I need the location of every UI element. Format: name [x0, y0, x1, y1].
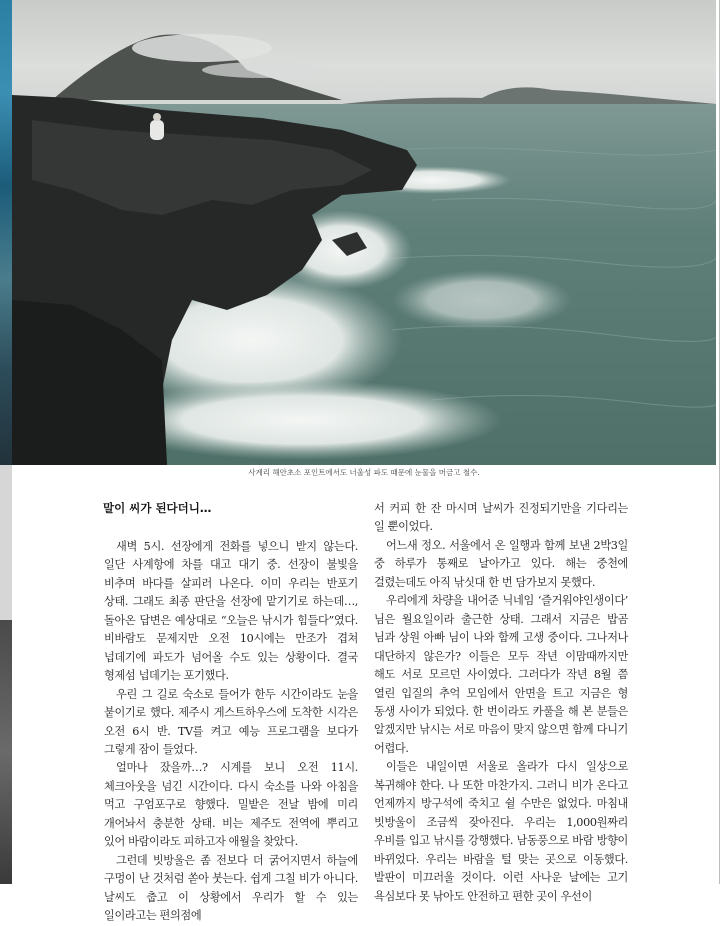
photo-caption: 사계리 해안초소 포인트에서도 너울성 파도 때문에 눈물을 머금고 철수. [248, 468, 480, 477]
paragraph: 이들은 내일이면 서울로 올라가 다시 일상으로 복귀해야 한다. 나 또한 마찬가지. 그러니 비가 온다고 언제까지 방구석에 죽치고 쉴 수만은 없었다. 마침내 빗방울이 조금씩 잦아진다. 우리는 1,000원짜리 우비를 입고 낚시를 강행했다. 남동풍으로 바람 방향이 바뀌었다. 우리는 바람을 털 맞는 곳으로 이동했다. 발판이 미끄러울 것이다. 이런 사나운 날에는 고기 욕심보다 못 낚아도 안전하고 편한 곳이 우선이 [374, 760, 628, 903]
adjacent-page-edge [0, 0, 12, 884]
paragraph: 그런데 빗방울은 좀 전보다 더 굵어지면서 하늘에 구멍이 난 것처럼 쏟아 붓는다. 쉽게 그칠 비가 아니다. 날씨도 춥고 이 상황에서 우리가 할 수 있는 일이라고는 편의점에 [104, 853, 358, 923]
coastal-rocks-photo [12, 0, 716, 465]
adjacent-page-photo-edge [0, 0, 12, 465]
section-heading: 말이 씨가 된다더니… [103, 501, 212, 515]
paragraph: 얼마나 잤을까…? 시계를 보니 오전 11시. 체크아웃을 넘긴 시간이다. 다시 숙소를 나와 아침을 먹고 구엄포구로 향했다. 밀밭은 전날 밤에 미리 개어놔서 충분한 상태. 비는 제주도 전역에 뿌리고 있어 바람이라도 피하고자 애월을 찾았다. [104, 761, 358, 849]
article-column-right [374, 500, 628, 906]
paragraph: 우린 그 길로 숙소로 들어가 한두 시간이라도 눈을 붙이기로 했다. 제주시 게스트하우스에 도착한 시각은 오전 6시 반. TV를 켜고 예능 프로그램을 보다가 그렇게 잠이 들었다. [104, 687, 358, 756]
paragraph: 서 커피 한 잔 마시며 날씨가 진정되기만을 기다리는 일 뿐이었다. [374, 502, 628, 534]
angler-figure [150, 120, 164, 140]
paragraph: 우리에게 차량을 내어준 닉네임 ‘즐거워야인생이다’ 님은 월요일이라 출근한 상태. 그래서 지금은 밥곰 님과 상원 아빠 님이 나와 함께 고생 중이다. 그나저나 대단하지 않은가? 이들은 모두 작년 이맘때까지만 해도 서로 모르던 사이였다. 그러다가 작년 8월 쯤 열린 입질의 추억 모임에서 안면을 트고 지금은 형 동생 사이가 되었다. 한 번이라도 카풀을 해 본 분들은 알겠지만 낚시는 서로 마음이 맞지 않으면 함께 다니기 어렵다. [374, 594, 628, 755]
paragraph: 어느새 정오. 서울에서 온 일행과 함께 보낸 2박3일 중 하루가 통째로 날아가고 있다. 해는 중천에 걸렸는데도 아직 낚싯대 한 번 담가보지 못했다. [374, 538, 628, 589]
article-column-left [104, 538, 358, 926]
adjacent-page-photo-edge-lower [0, 620, 12, 884]
paragraph: 새벽 5시. 선장에게 전화를 넣으니 받지 않는다. 일단 사계항에 차를 대고 대기 중. 선장이 불빛을 비추며 바다를 살피러 나온다. 이미 우리는 반포기 상태. 그래도 최종 판단을 선장에 맡기기로 하는데…, 돌아온 답변은 예상대로 “오늘은 낚시가 힘들다”였다. 비바람도 문제지만 오전 10시에는 만조가 겹쳐 넙데기에 파도가 넘어올 수도 있는 상황이다. 결국 형제섬 넙데기는 포기했다. [104, 540, 358, 683]
